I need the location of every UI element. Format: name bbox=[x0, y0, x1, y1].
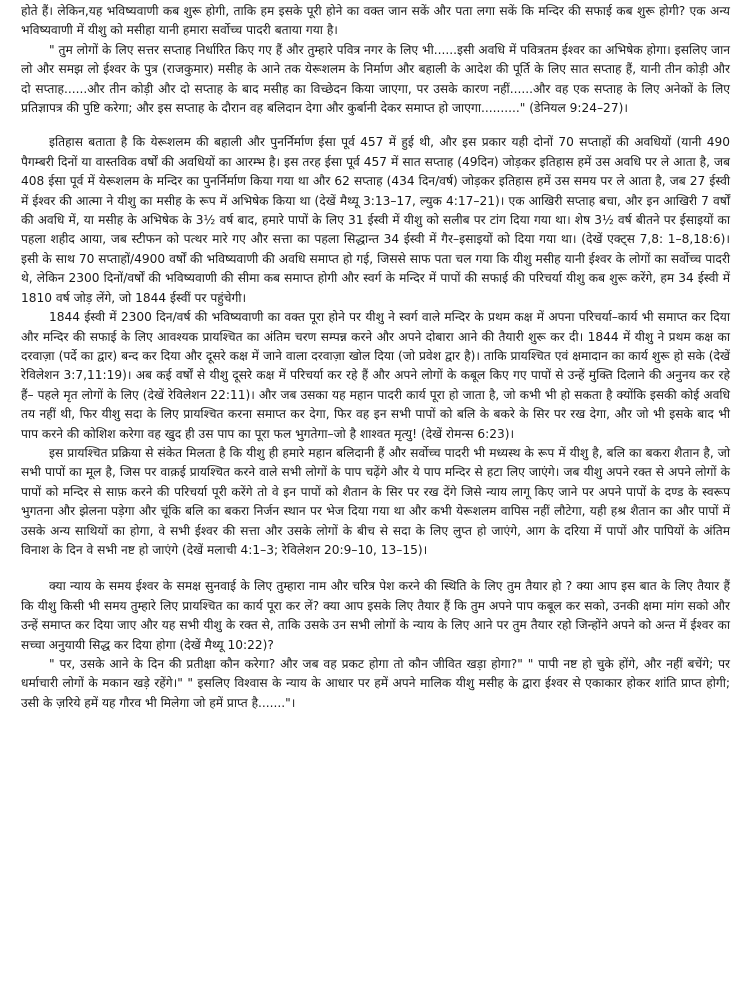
paragraph-1844: 1844 ईस्वी में 2300 दिन/वर्ष की भविष्यवाणी का वक्त पूरा होने पर यीशु ने स्वर्ग वाले मन्दिर के प्रथम कक्ष में अपना परिचर्या–कार्य भी समाप्त कर दिया और मन्दिर की सफाई के लिए आवश्यक प्रायश्चित का अंतिम चरण सम्पन्न करने और अपने दोबारा आने की तैयारी शुरू कर दी। 1844 में यीशु ने प्रथम कक्ष का दरवाज़ा (पर्दे का द्वार) बन्द कर दिया और दूसरे कक्ष में जाने वाला दरवाज़ा खोल दिया (जो प्रवेश द्वार है)। ताकि प्रायश्चित एवं क्षमादान का कार्य शुरू हो सके (देखें रेविलेशन 3:7,11:19)। अब कई वर्षों से यीशु दूसरे कक्ष में परिचर्या कर रहे हैं और अपने लोगों के कबूल किए गए पापों से उन्हें मुक्ति दिलाने की अनुनय कर रहे हैं– पहले मृत लोगों के लिए (देखें रेविलेशन 22:11)। और जब उसका यह महान पादरी कार्य पूरा हो जाता है, जो कभी भी हो सकता है क्योंकि इसकी कोई अवधि तय नहीं थी, फिर यीशु सदा के लिए प्रायश्चित करना समाप्त कर देगा, फिर वह इन सभी पापों को बलि के बकरे के सिर पर रख देगा, और जो भी इसके बाद भी पाप करने की कोशिश करेगा वह खुद ही उस पाप का पूरा फल भुगतेगा–जो है शाश्वत मृत्यु! (देखें रोमन्स 6:23)। bbox=[21, 310, 730, 441]
paragraph-closing-quote: " पर, उसके आने के दिन की प्रतीक्षा कौन करेगा? और जब वह प्रकट होगा तो कौन जीवित खड़ा होगा?" " पापी नष्ट हो चुके होंगे, और नहीं बचेंगे; पर धर्माचारी लोगों के मकान खड़े रहेंगे।" " इसलिए विश्वास के न्याय के आधार पर हमें अपने मालिक यीशु मसीह के द्वारा ईश्वर से एकाकार होकर शांति प्राप्त होगी; उसी के ज़रिये हमें यह गौरव भी मिलेगा जो हमें प्राप्त है......."। bbox=[21, 657, 730, 710]
paragraph-history: इतिहास बताता है कि येरूशलम की बहाली और पुनर्निर्माण ईसा पूर्व 457 में हुई थी, और इस प्रकार यही दोनों 70 सप्ताहों की अवधियों (यानी 490 पैगम्बरी दिनों या वास्तविक वर्षों की अवधियों का आरम्भ है। इस तरह ईसा पूर्व 457 में सात सप्ताह (49दिन) जोड़कर इतिहास हमें उस अवधि पर ले आता है, जब 408 ईसा पूर्व में येरूशलम के मन्दिर का पुनर्निर्माण किया गया था और 62 सप्ताह (434 दिन/वर्ष) जोड़कर इतिहास हमें उस समय पर ले आता है, जब 27 ईस्वी में ईश्वर की आत्मा ने यीशु का मसीह के रूप में अभिषेक किया था (देखें मैथ्यू 3:13–17, ल्युक 4:17–21)। एक आखिरी सप्ताह बचा, और इन आखिरी 7 वर्षों की अवधि में, या मसीह के अभिषेक के 3½ वर्ष बाद, हमारे पापों के लिए 31 ईस्वी में यीशु को सलीब पर टांग दिया गया था। शेष 3½ वर्ष बीतने पर ईसाइयों का पहला शहीद आया, जब स्टीफन को पत्थर मारे गए और सत्ता का पहला सिद्धान्त 34 ईस्वी में गैर–इसाइयों को दिया गया था। (देखें एक्ट्स 7,8: 1–8,18:6)। इसी के साथ 70 सप्ताहों/4900 वर्षों की भविष्यवाणी की अवधि समाप्त हो गई, जिससे साफ पता चल गया कि यीशु मसीह यानी ईश्वर के लोगों का सर्वोच्च पादरी थे, लेकिन 2300 दिनों/वर्षों की भविष्यवाणी की सीमा कब समाप्त होगी और स्वर्ग के मन्दिर में पापों की सफाई की परिचर्या यीशु कब शुरू करेंगे, हम 34 ईस्वी में 1810 वर्ष जोड़ लेंगे, जो 1844 ईस्वीं पर पहुंचेगी। bbox=[21, 135, 730, 305]
paragraph-spacer bbox=[21, 118, 730, 133]
paragraph-spacer bbox=[21, 560, 730, 577]
paragraph-daniel-quote: " तुम लोगों के लिए सत्तर सप्ताह निर्धारित किए गए हैं और तुम्हारे पवित्र नगर के लिए भी......इसी अवधि में पवित्रतम ईश्वर का अभिषेक होगा। इसलिए जान लो और समझ लो ईश्वर के पुत्र (राजकुमार) मसीह के आने तक येरूशलम के निर्माण और बहाली के आदेश की पूर्ति के लिए सात सप्ताह हैं, यानी तीन कोड़ी और दो सप्ताह......और तीन कोड़ी और दो सप्ताह के बाद मसीह का विच्छेदन किया जाएगा, पर उसके कारण नहीं......और वह एक सप्ताह के लिए अनेकों के लिए प्रतिज्ञापत्र की पुष्टि करेगा; और इस सप्ताह के दौरान वह बलिदान देगा और कुर्बानी देकर समाप्त हो जाएगा.........." (डेनियल 9:24–27)। bbox=[21, 42, 730, 116]
paragraph-judgment-question: क्या न्याय के समय ईश्वर के समक्ष सुनवाई के लिए तुम्हारा नाम और चरित्र पेश करने की स्थिति के लिए तुम तैयार हो ? क्या आप इस बात के लिए तैयार हैं कि यीशु किसी भी समय तुम्हारे लिए प्रायश्चित का कार्य पूरा कर लें? क्या आप इसके लिए तैयार हैं कि तुम अपने पाप कबूल कर सको, उनकी क्षमा मांग सको और उन्हें समाप्त कर दिया जाए और यह सभी यीशु के रक्त से, ताकि उसके उन सभी लोगों के न्याय के लिए आने पर तुम तैयार रहो जिन्होंने अपने को अन्त में ईश्वर का सच्चा अनुयायी सिद्ध कर दिया होगा (देखें मैथ्यू 10:22)? bbox=[21, 579, 730, 652]
paragraph-atonement: इस प्रायश्चित प्रक्रिया से संकेत मिलता है कि यीशु ही हमारे महान बलिदानी हैं और सर्वोच्च पादरी भी मध्यस्थ के रूप में यीशु है, बलि का बकरा शैतान है, जो सभी पापों का मूल है, जिस पर वाक़ई प्रायश्चित करने वाले सभी लोगों के पाप चढ़ेंगे और ये पाप मन्दिर से हटा लिए जाएंगे। जब यीशु अपने रक्त से अपने लोगों के पापों को मन्दिर से साफ़ करने की परिचर्या पूरी करेंगे तो वे इन पापों को शैतान के सिर पर रख देंगे जिसे न्याय लागू किए जाने पर अपने पापों के दण्ड के स्वरूप भुगतना और झेलना पड़ेगा और चूंकि बलि का बकरा निर्जन स्थान पर भेज दिया गया था और कभी येरूशलम वापिस नहीं लौटेगा, यही हश्र शैतान का और पापों में उसके अन्य साथियों का होगा, वे सभी ईश्वर की सत्ता और उसके लोगों के बीच से सदा के लिए लुप्त हो जाएंगे, आग के दरिया में पापों और पापियों के अंतिम विनाश के दिन वे सभी नष्ट हो जाएंगे (देखें मलाची 4:1–3; रेविलेशन 20:9–10, 13–15)। bbox=[21, 445, 730, 557]
paragraph-intro: होते हैं। लेकिन,यह भविष्यवाणी कब शुरू होगी, ताकि हम इसके पूरी होने का वक्त जान सकें और पता लगा सकें कि मन्दिर की सफाई कब शुरू होगी? एक अन्य भविष्यवाणी में यीशु को मसीहा यानी हमारा सर्वोच्च पादरी बताया गया है। bbox=[21, 4, 730, 38]
